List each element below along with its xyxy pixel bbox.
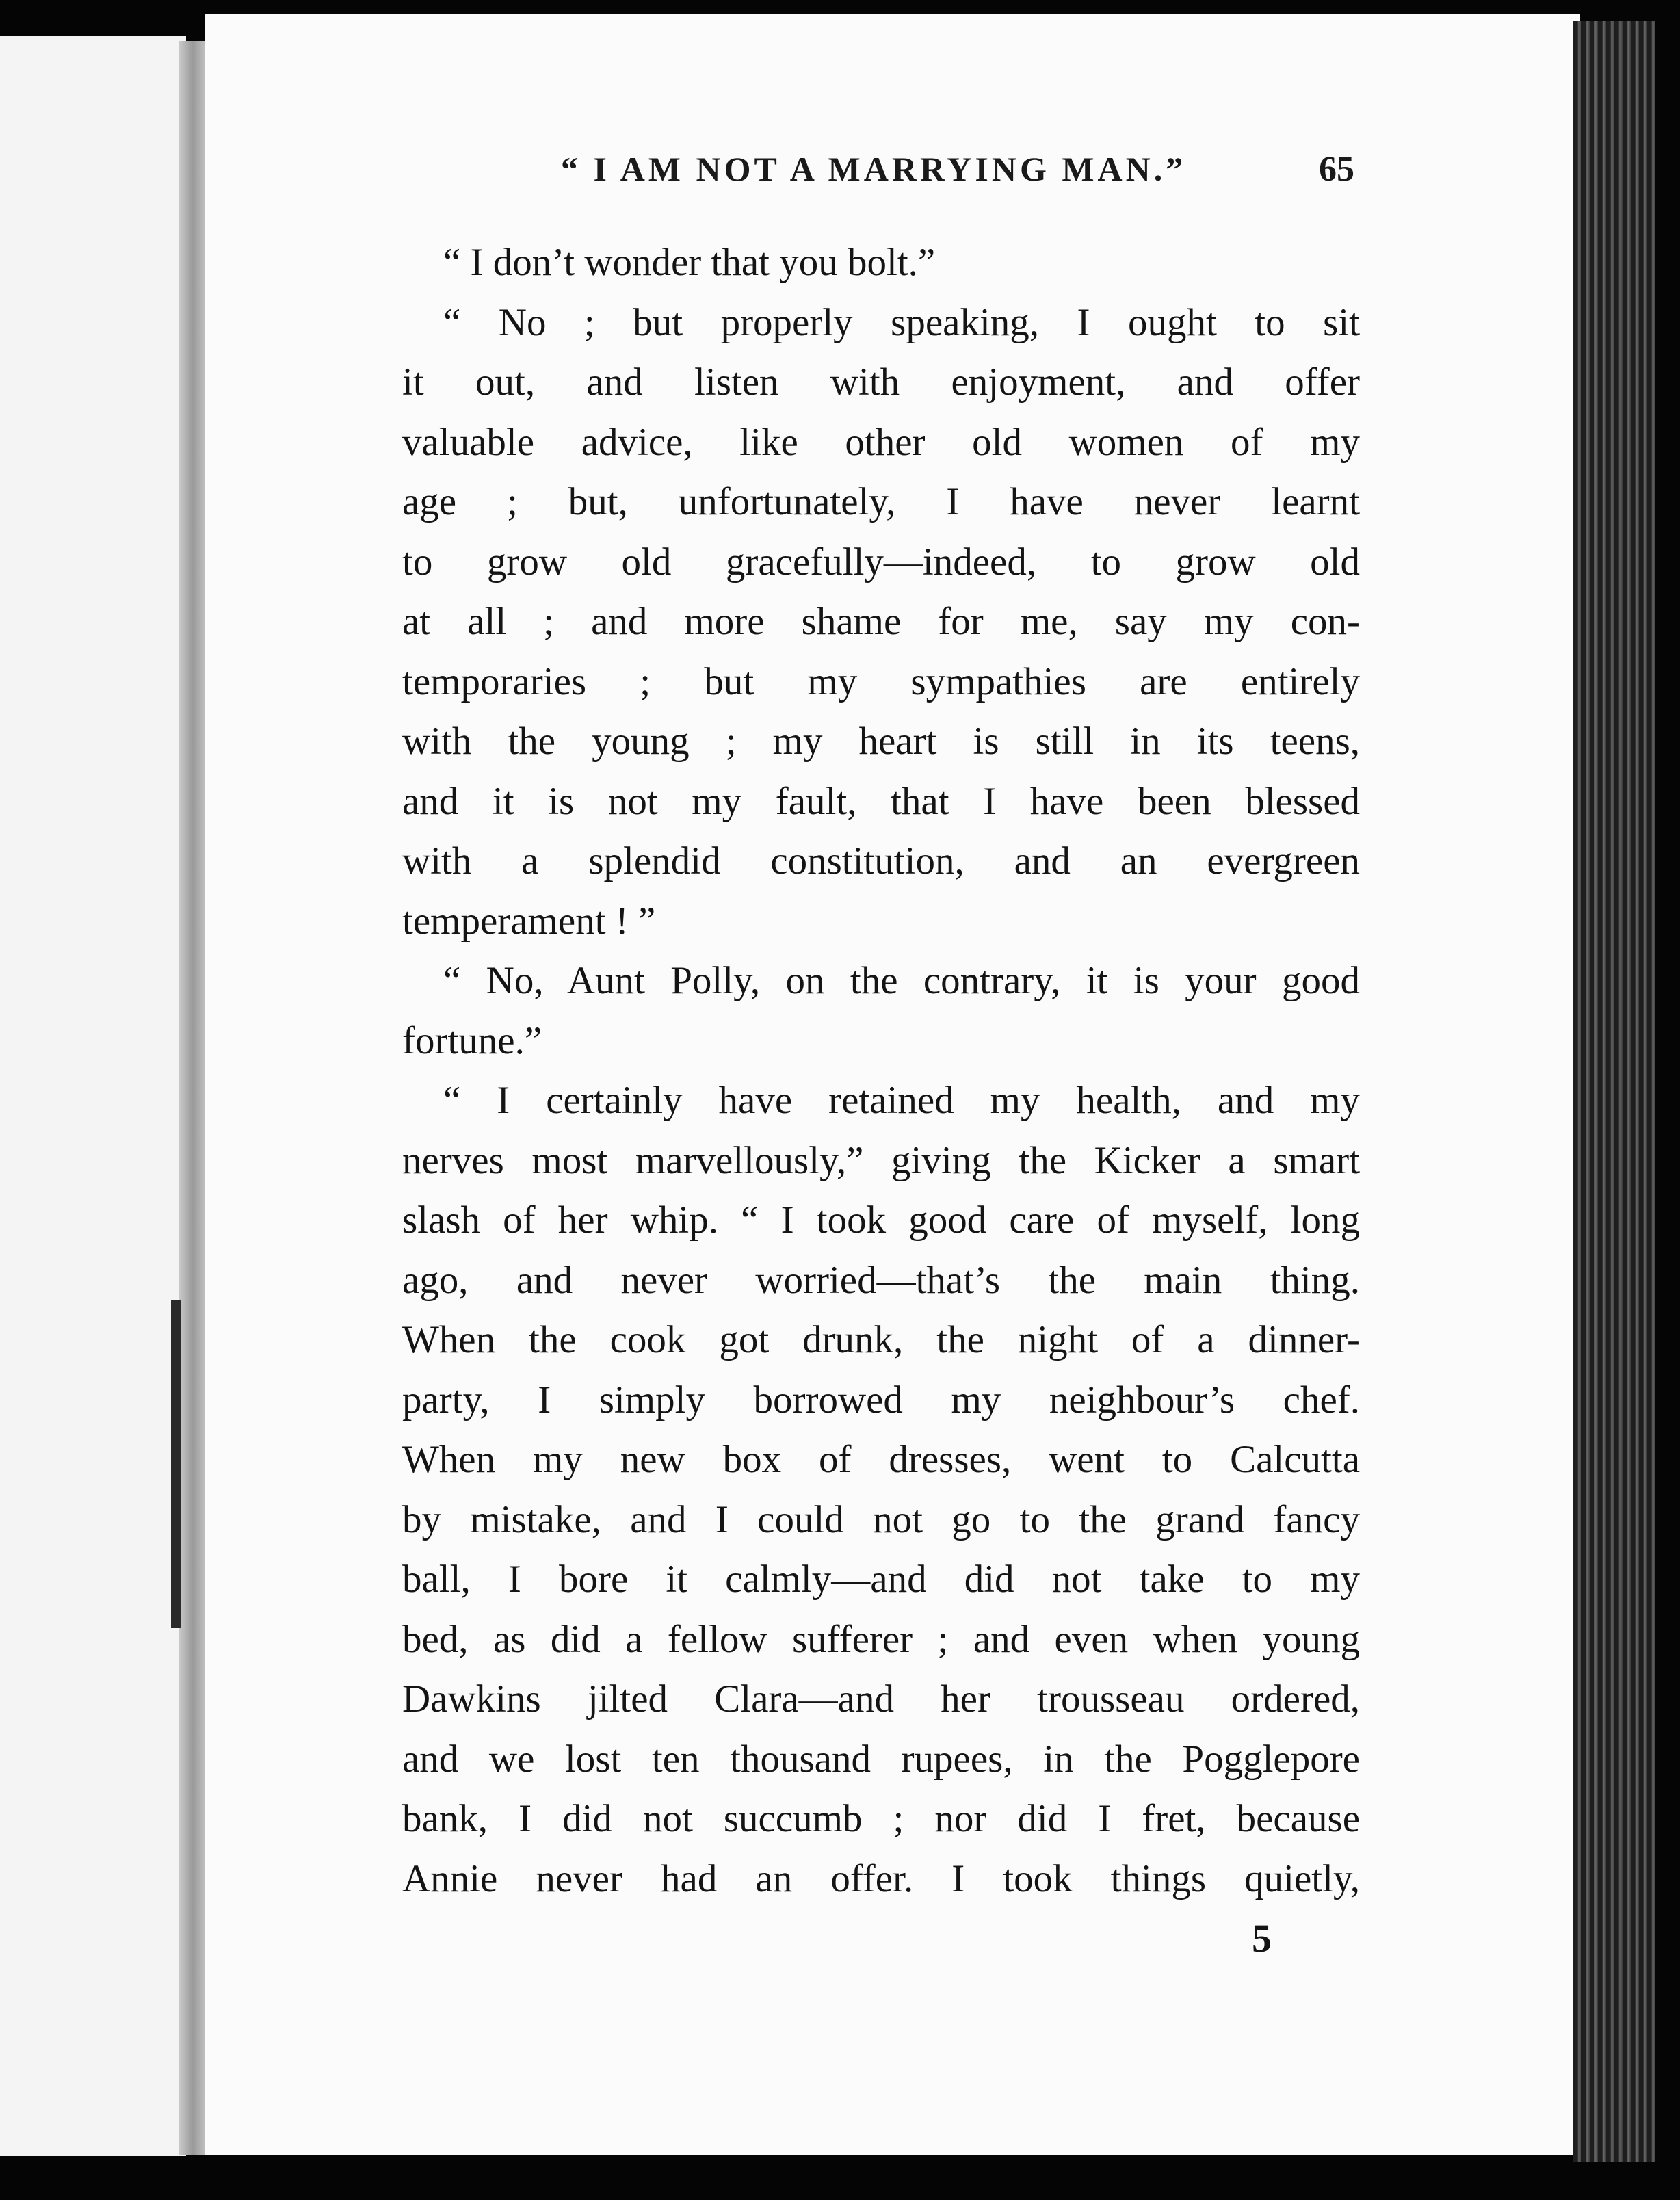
text-line: bank, I did not succumb ; nor did I fret, because bbox=[402, 1797, 1360, 1840]
page-edges bbox=[1573, 21, 1655, 2162]
text-line: Dawkins jilted Clara—and her trousseau ordered, bbox=[402, 1677, 1360, 1720]
page-number: 65 bbox=[1319, 150, 1354, 189]
page-header bbox=[561, 149, 1354, 197]
text-line: by mistake, and I could not go to the grand fancy bbox=[402, 1497, 1360, 1541]
text-line: “ No, Aunt Polly, on the contrary, it is your good bbox=[443, 959, 1360, 1002]
gutter-shadow bbox=[171, 1300, 181, 1628]
text-line: When the cook got drunk, the night of a dinner- bbox=[402, 1318, 1360, 1361]
text-line: ball, I bore it calmly—and did not take to my bbox=[402, 1558, 1360, 1601]
text-line: “ No ; but properly speaking, I ought to sit bbox=[443, 300, 1360, 344]
text-line: temporaries ; but my sympathies are entirely bbox=[402, 659, 1360, 703]
text-line: temperament ! ” bbox=[402, 899, 656, 943]
running-head: “ I AM NOT A MARRYING MAN.” bbox=[561, 150, 1187, 188]
text-line: ago, and never worried—that’s the main thing. bbox=[402, 1258, 1360, 1302]
text-line: When my new box of dresses, went to Calcutta bbox=[402, 1438, 1360, 1481]
text-line: nerves most marvellously,” giving the Kicker a smart bbox=[402, 1138, 1360, 1182]
text-line: “ I don’t wonder that you bolt.” bbox=[443, 241, 936, 284]
left-page bbox=[0, 36, 186, 2156]
text-line: valuable advice, like other old women of my bbox=[402, 420, 1360, 464]
text-line: and we lost ten thousand rupees, in the Pogglepore bbox=[402, 1737, 1360, 1781]
text-line: to grow old gracefully—indeed, to grow old bbox=[402, 540, 1360, 584]
text-line: Annie never had an offer. I took things quietly, bbox=[402, 1857, 1360, 1900]
text-line: age ; but, unfortunately, I have never learnt bbox=[402, 480, 1360, 523]
text-line: with the young ; my heart is still in its teens, bbox=[402, 720, 1360, 763]
body-text bbox=[402, 233, 1360, 1909]
text-line: it out, and listen with enjoyment, and offer bbox=[402, 361, 1360, 404]
text-line: and it is not my fault, that I have been blessed bbox=[402, 779, 1360, 823]
text-line: fortune.” bbox=[402, 1019, 542, 1062]
text-line: at all ; and more shame for me, say my con- bbox=[402, 600, 1360, 643]
text-line: “ I certainly have retained my health, and my bbox=[443, 1079, 1360, 1122]
text-line: bed, as did a fellow sufferer ; and even when young bbox=[402, 1617, 1360, 1661]
text-line: with a splendid constitution, and an evergreen bbox=[402, 839, 1360, 882]
text-line: slash of her whip. “ I took good care of myself, long bbox=[402, 1199, 1360, 1242]
text-line: party, I simply borrowed my neighbour’s chef. bbox=[402, 1378, 1360, 1422]
signature-mark: 5 bbox=[1252, 1916, 1272, 1961]
